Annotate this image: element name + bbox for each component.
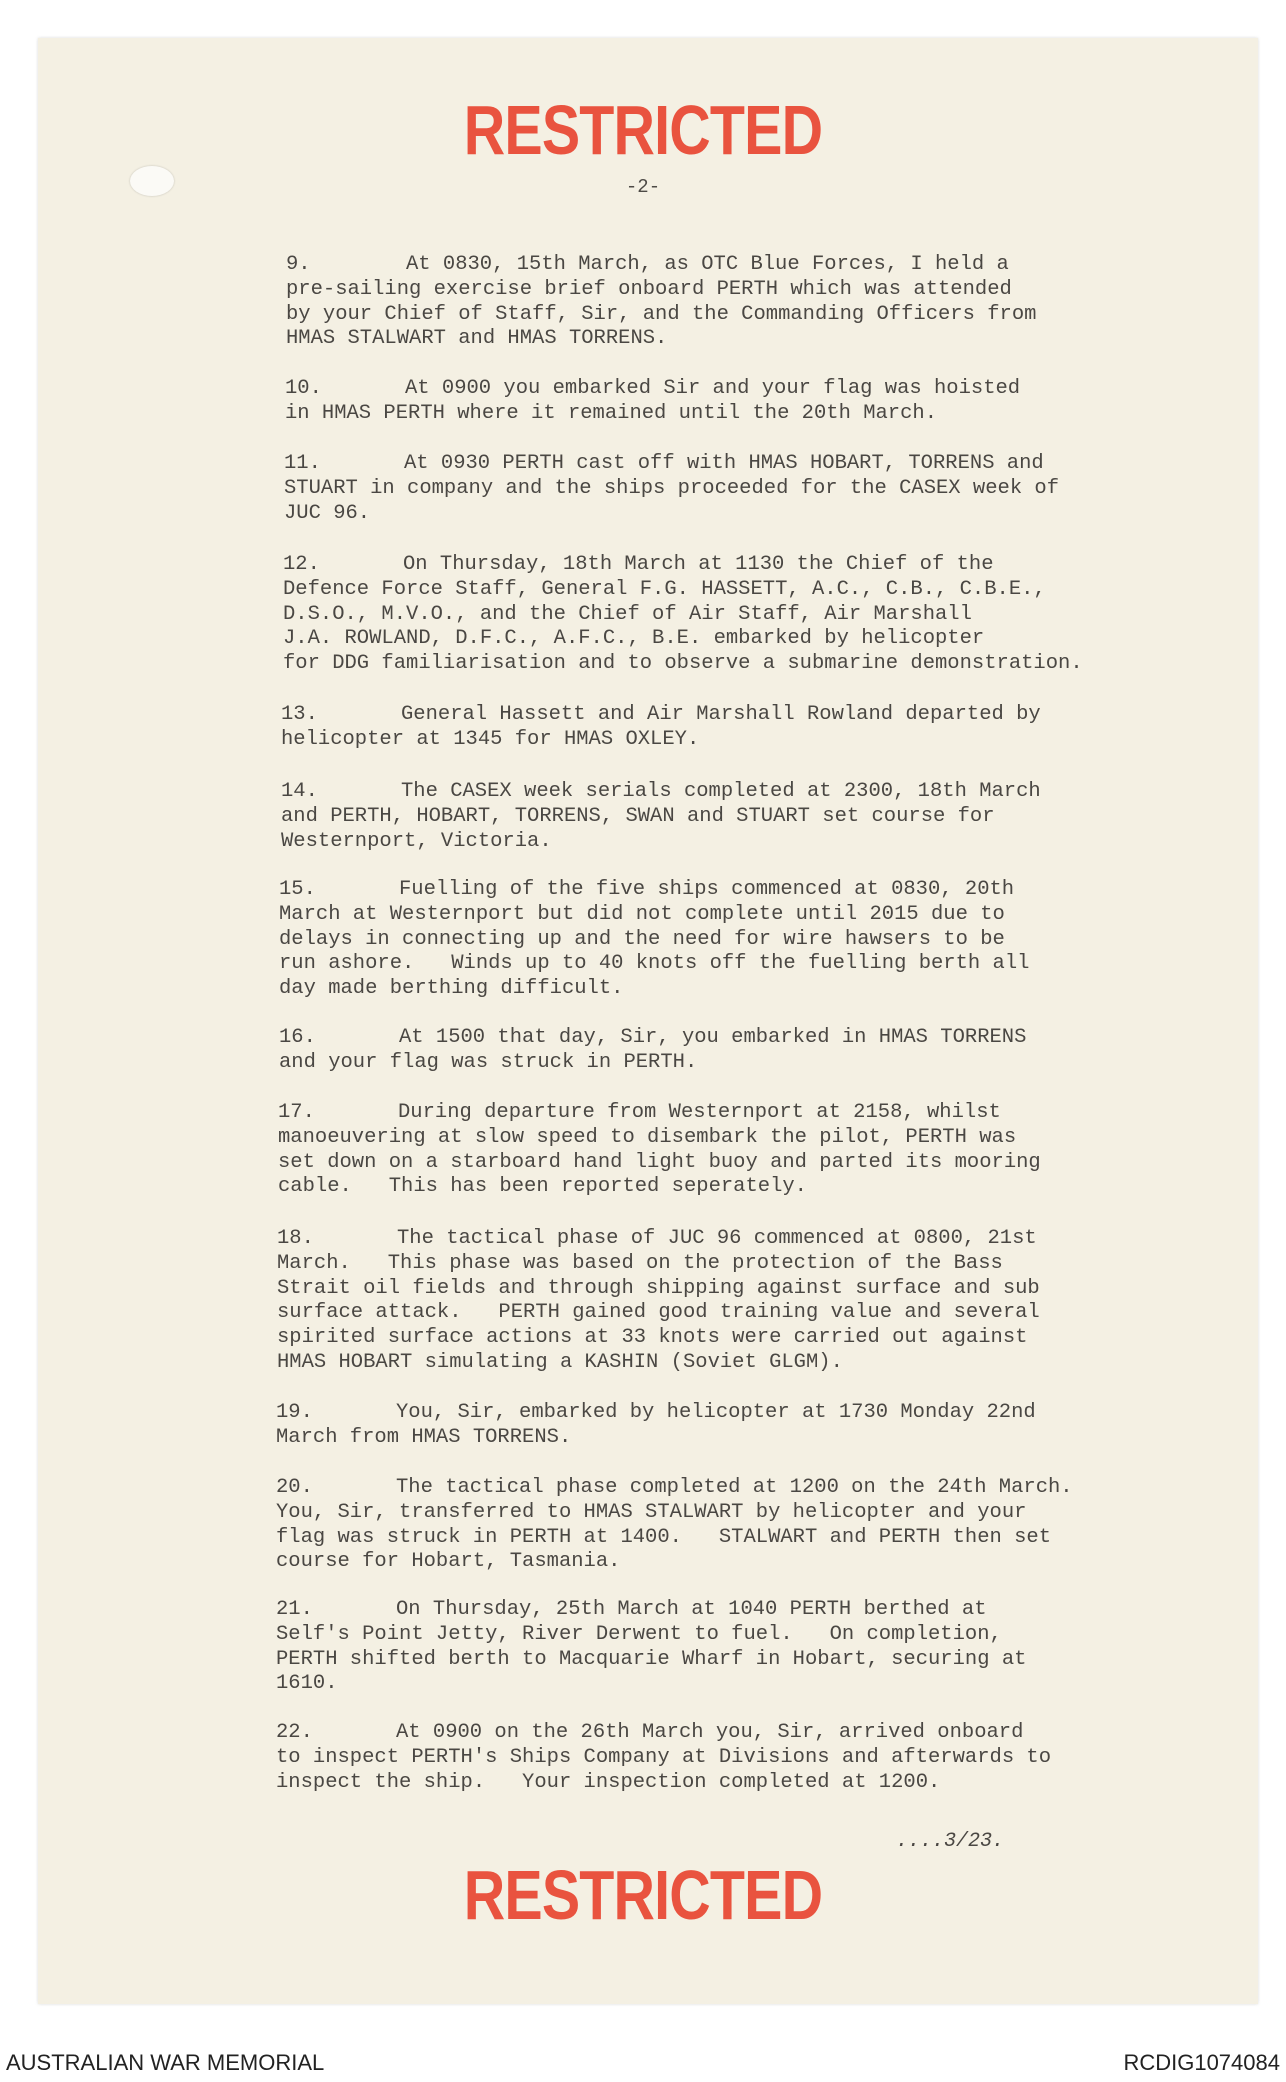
paragraph-line: manoeuvering at slow speed to disembark the pilot, PERTH was <box>278 1125 1017 1149</box>
paragraph-line: and your flag was struck in PERTH. <box>279 1050 698 1074</box>
paragraph-line: At 0900 on the 26th March you, Sir, arrived onboard <box>396 1721 1024 1744</box>
paragraph-line: On Thursday, 25th March at 1040 PERTH berthed at <box>396 1598 987 1621</box>
paragraph-line: Self's Point Jetty, River Derwent to fuel. On completion, <box>276 1622 1002 1646</box>
paragraph-line: helicopter at 1345 for HMAS OXLEY. <box>281 727 700 751</box>
paragraph-line: March. This phase was based on the protection of the Bass <box>277 1251 1003 1275</box>
paragraph-line: surface attack. PERTH gained good training value and several <box>277 1301 1040 1325</box>
paragraph-line: March from HMAS TORRENS. <box>276 1425 572 1449</box>
paragraph-number: 10. <box>285 377 322 400</box>
paragraph-line: inspect the ship. Your inspection completed at 1200. <box>276 1770 941 1794</box>
paragraph-number: 14. <box>281 780 318 803</box>
caption-id: RCDIG1074084 <box>1123 2050 1280 2075</box>
paragraph-number: 16. <box>279 1026 316 1049</box>
paragraph-line: flag was struck in PERTH at 1400. STALWART and PERTH then set <box>276 1525 1052 1549</box>
paragraph-line: At 1500 that day, Sir, you embarked in HMAS TORRENS <box>399 1026 1027 1049</box>
paragraph-line: PERTH shifted berth to Macquarie Wharf in Hobart, securing at <box>276 1647 1027 1671</box>
paragraph-line: Strait oil fields and through shipping against surface and sub <box>277 1276 1040 1300</box>
paragraph-number: 15. <box>279 878 316 901</box>
paragraph-line: cable. This has been reported seperately. <box>278 1175 807 1199</box>
paragraph-number: 22. <box>276 1721 313 1744</box>
page-number: -2- <box>625 176 661 198</box>
paragraph-number: 21. <box>276 1598 313 1621</box>
paragraph-line: Defence Force Staff, General F.G. HASSETT, A.C., C.B., C.B.E., <box>283 577 1046 601</box>
paragraph-line: spirited surface actions at 33 knots were carried out against <box>277 1326 1028 1350</box>
continuation-marker: ....3/23. <box>896 1830 1005 1853</box>
paragraph-number: 9. <box>286 253 311 276</box>
paragraph-line: At 0900 you embarked Sir and your flag was hoisted <box>405 377 1021 400</box>
paragraph-line: by your Chief of Staff, Sir, and the Commanding Officers from <box>286 302 1037 326</box>
paragraph-line: The CASEX week serials completed at 2300, 18th March <box>401 780 1041 803</box>
paragraph-line: day made berthing difficult. <box>279 977 624 1001</box>
paragraph-line: JUC 96. <box>284 501 371 525</box>
paragraph-line: D.S.O., M.V.O., and the Chief of Air Staff, Air Marshall <box>283 602 972 626</box>
paragraph-line: The tactical phase of JUC 96 commenced at 0800, 21st <box>397 1227 1037 1250</box>
paragraph-line: The tactical phase completed at 1200 on the 24th March. <box>396 1476 1073 1499</box>
classification-stamp-bottom: RESTRICTED <box>463 1856 823 1934</box>
paragraph-line: to inspect PERTH's Ships Company at Divisions and afterwards to <box>276 1745 1052 1769</box>
paragraph-line: and PERTH, HOBART, TORRENS, SWAN and STUART set course for <box>281 804 995 828</box>
paragraph-line: At 0930 PERTH cast off with HMAS HOBART, TORRENS and <box>404 452 1044 475</box>
paragraph-number: 19. <box>276 1401 313 1424</box>
paragraph-line: HMAS STALWART and HMAS TORRENS. <box>286 327 668 351</box>
paragraph-line: General Hassett and Air Marshall Rowland departed by <box>401 703 1041 726</box>
paragraph-line: You, Sir, transferred to HMAS STALWART by helicopter and your <box>276 1500 1027 1524</box>
classification-stamp-top: RESTRICTED <box>463 91 823 169</box>
paragraph-line: At 0830, 15th March, as OTC Blue Forces, I held a <box>406 253 1009 276</box>
paragraph-line: On Thursday, 18th March at 1130 the Chief of the <box>403 553 994 576</box>
paragraph-number: 11. <box>284 452 321 475</box>
paragraph-line: March at Westernport but did not complete until 2015 due to <box>279 902 1005 926</box>
paragraph-line: 1610. <box>276 1672 338 1696</box>
paragraph-line: Fuelling of the five ships commenced at 0830, 20th <box>399 878 1015 901</box>
paragraph-number: 18. <box>277 1227 314 1250</box>
paragraph-number: 20. <box>276 1476 313 1499</box>
paragraph-line: run ashore. Winds up to 40 knots off the fuelling berth all <box>279 952 1030 976</box>
paragraph-line: in HMAS PERTH where it remained until the 20th March. <box>285 401 938 425</box>
paragraph-number: 13. <box>281 703 318 726</box>
paragraph-line: HMAS HOBART simulating a KASHIN (Soviet GLGM). <box>277 1351 843 1374</box>
paragraph-number: 17. <box>278 1101 315 1124</box>
paragraph-line: delays in connecting up and the need for wire hawsers to be <box>279 927 1005 951</box>
paragraph-line: Westernport, Victoria. <box>281 829 552 853</box>
paragraph-line: course for Hobart, Tasmania. <box>276 1550 621 1574</box>
paragraph-line: pre-sailing exercise brief onboard PERTH which was attended <box>286 277 1012 301</box>
paragraph-line: set down on a starboard hand light buoy and parted its mooring <box>278 1150 1041 1174</box>
paragraph-line: for DDG familiarisation and to observe a submarine demonstration. <box>283 652 1083 676</box>
paragraph-line: During departure from Westernport at 2158, whilst <box>398 1101 1001 1124</box>
paragraph-line: STUART in company and the ships proceeded for the CASEX week of <box>284 476 1060 500</box>
paragraph-line: You, Sir, embarked by helicopter at 1730 Monday 22nd <box>396 1401 1036 1424</box>
paragraph-line: J.A. ROWLAND, D.F.C., A.F.C., B.E. embarked by helicopter <box>283 627 985 651</box>
paragraph-number: 12. <box>283 553 320 576</box>
caption-source: AUSTRALIAN WAR MEMORIAL <box>6 2050 325 2075</box>
